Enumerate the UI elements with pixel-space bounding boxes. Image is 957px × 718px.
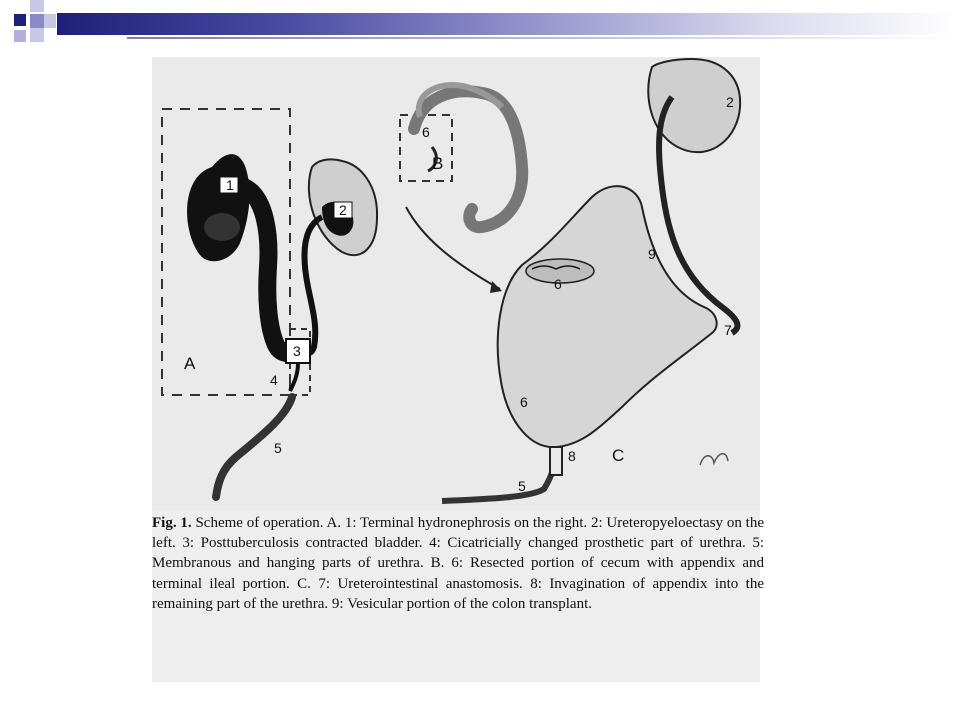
label-2-left: 2: [339, 202, 347, 218]
deco-square-light: [44, 14, 56, 28]
label-B: B: [432, 154, 444, 173]
label-6-c-bottom: 6: [520, 394, 528, 410]
figure-caption: [152, 513, 764, 614]
label-9: 9: [648, 246, 656, 262]
label-3: 3: [293, 343, 301, 359]
deco-square-mid: [30, 14, 44, 28]
label-6-c-top: 6: [554, 276, 562, 292]
figure-caption-label: Fig. 1.: [152, 515, 192, 531]
figure-caption-text: Scheme of operation. A. 1: Terminal hydronephrosis on the right. 2: Ureteropyeloectasy on the left. 3: Posttuberculosis contracted bladder. 4: Cicatricially changed prosthetic part of urethra. 5: Membranous and hanging parts of urethra. B. 6: Resected portion of cecum with appendix and terminal ileal portion. C. 7: Ureterointestinal anastomosis. 8: Invagination of appendix into the remaining part of the urethra. 9: Vesicular portion of the colon transplant.: [152, 515, 764, 612]
label-5-b: 5: [518, 478, 526, 494]
label-5-a: 5: [274, 440, 282, 456]
label-6-b: 6: [422, 124, 430, 140]
surgical-illustration: [152, 57, 760, 510]
label-2-top: 2: [726, 94, 734, 110]
deco-square-mid: [14, 30, 26, 42]
appendix-invagination: [550, 447, 562, 475]
deco-square-light: [30, 0, 44, 12]
label-A: A: [184, 354, 196, 373]
label-1: 1: [226, 177, 234, 193]
figure-panel: [152, 57, 764, 682]
deco-square-light: [30, 28, 44, 42]
label-C: C: [612, 446, 625, 465]
label-8: 8: [568, 448, 576, 464]
label-4: 4: [270, 372, 278, 388]
title-rule: [127, 37, 957, 39]
label-7: 7: [724, 322, 732, 338]
title-bar: [57, 13, 957, 35]
deco-square-dark: [14, 14, 26, 26]
